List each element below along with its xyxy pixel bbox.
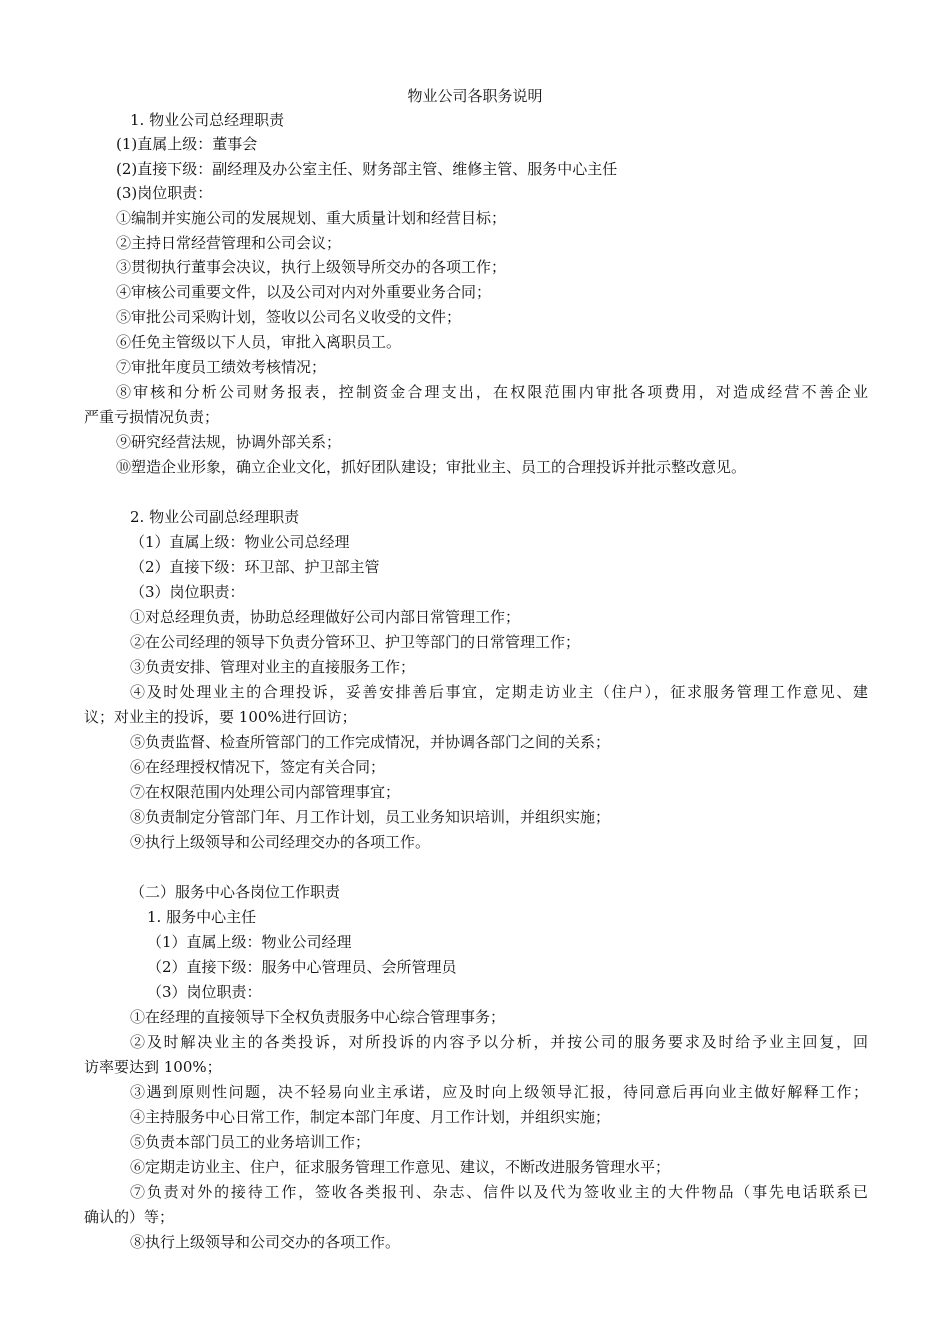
direct-subordinates: （2）直接下级：环卫部、护卫部主管 <box>130 558 380 576</box>
duty-item: ①在经理的直接领导下全权负责服务中心综合管理事务； <box>130 1008 506 1026</box>
duty-item: ④及时处理业主的合理投诉，妥善安排善后事宜，定期走访业主（住户），征求服务管理工作意见、建 <box>130 683 868 701</box>
duty-item-continued: 访率要达到 100%； <box>84 1058 222 1076</box>
direct-subordinates: （2）直接下级：服务中心管理员、会所管理员 <box>147 958 457 976</box>
direct-superior: （1）直属上级：物业公司总经理 <box>130 533 350 551</box>
duty-item: ⑨研究经营法规，协调外部关系； <box>116 433 342 451</box>
duty-item: ⑦负责对外的接待工作，签收各类报刊、杂志、信件以及代为签收业主的大件物品（事先电话联系已 <box>130 1183 868 1201</box>
direct-superior: （1）直属上级：物业公司经理 <box>147 933 352 951</box>
duty-item: ④主持服务中心日常工作，制定本部门年度、月工作计划，并组织实施； <box>130 1108 611 1126</box>
duty-item: ③遇到原则性问题，决不轻易向业主承诺，应及时向上级领导汇报，待同意后再向业主做好解释工作； <box>130 1083 868 1101</box>
duty-item: ⑥任免主管级以下人员，审批入离职员工。 <box>116 333 402 351</box>
duty-item-continued: 严重亏损情况负责； <box>84 408 220 426</box>
duty-item: ⑩塑造企业形象，确立企业文化，抓好团队建设；审批业主、员工的合理投诉并批示整改意见。 <box>116 458 747 476</box>
duty-item: ⑧执行上级领导和公司交办的各项工作。 <box>130 1233 401 1251</box>
duty-item: ②及时解决业主的各类投诉，对所投诉的内容予以分析，并按公司的服务要求及时给予业主回复，回 <box>130 1033 868 1051</box>
duty-item: ①对总经理负责，协助总经理做好公司内部日常管理工作； <box>130 608 521 626</box>
chapter-heading: （二）服务中心各岗位工作职责 <box>130 883 341 901</box>
section-heading: 2. 物业公司副总经理职责 <box>130 508 300 526</box>
duties-label: （3）岗位职责： <box>147 983 262 1001</box>
duties-label: （3）岗位职责： <box>130 583 245 601</box>
duty-item: ③贯彻执行董事会决议，执行上级领导所交办的各项工作； <box>116 258 507 276</box>
duty-item-continued: 确认的）等； <box>84 1208 175 1226</box>
duty-item: ⑧负责制定分管部门年、月工作计划，员工业务知识培训，并组织实施； <box>130 808 611 826</box>
duty-item: ⑧审核和分析公司财务报表，控制资金合理支出，在权限范围内审批各项费用，对造成经营不善企业 <box>116 383 868 401</box>
duty-item: ③负责安排、管理对业主的直接服务工作； <box>130 658 416 676</box>
section-heading: 1. 物业公司总经理职责 <box>130 111 285 129</box>
duty-item: ②主持日常经营管理和公司会议； <box>116 234 342 252</box>
duty-item: ⑦在权限范围内处理公司内部管理事宜； <box>130 783 401 801</box>
duty-item: ④审核公司重要文件，以及公司对内对外重要业务合同； <box>116 283 492 301</box>
duty-item: ⑦审批年度员工绩效考核情况； <box>116 358 327 376</box>
duty-item: ⑥定期走访业主、住户，征求服务管理工作意见、建议，不断改进服务管理水平； <box>130 1158 671 1176</box>
duty-item-continued: 议；对业主的投诉，要 100%进行回访； <box>84 708 357 726</box>
section-heading: 1. 服务中心主任 <box>147 908 257 926</box>
duty-item: ①编制并实施公司的发展规划、重大质量计划和经营目标； <box>116 209 507 227</box>
duty-item: ⑤负责监督、检查所管部门的工作完成情况，并协调各部门之间的关系； <box>130 733 611 751</box>
duty-item: ⑨执行上级领导和公司经理交办的各项工作。 <box>130 833 431 851</box>
direct-subordinates: (2)直接下级：副经理及办公室主任、财务部主管、维修主管、服务中心主任 <box>116 160 618 178</box>
direct-superior: (1)直属上级：董事会 <box>116 135 258 153</box>
duties-label: (3)岗位职责： <box>116 184 213 202</box>
duty-item: ⑤负责本部门员工的业务培训工作； <box>130 1133 371 1151</box>
duty-item: ⑥在经理授权情况下，签定有关合同； <box>130 758 386 776</box>
duty-item: ⑤审批公司采购计划，签收以公司名义收受的文件； <box>116 308 462 326</box>
duty-item: ②在公司经理的领导下负责分管环卫、护卫等部门的日常管理工作； <box>130 633 581 651</box>
document-title: 物业公司各职务说明 <box>407 87 543 105</box>
